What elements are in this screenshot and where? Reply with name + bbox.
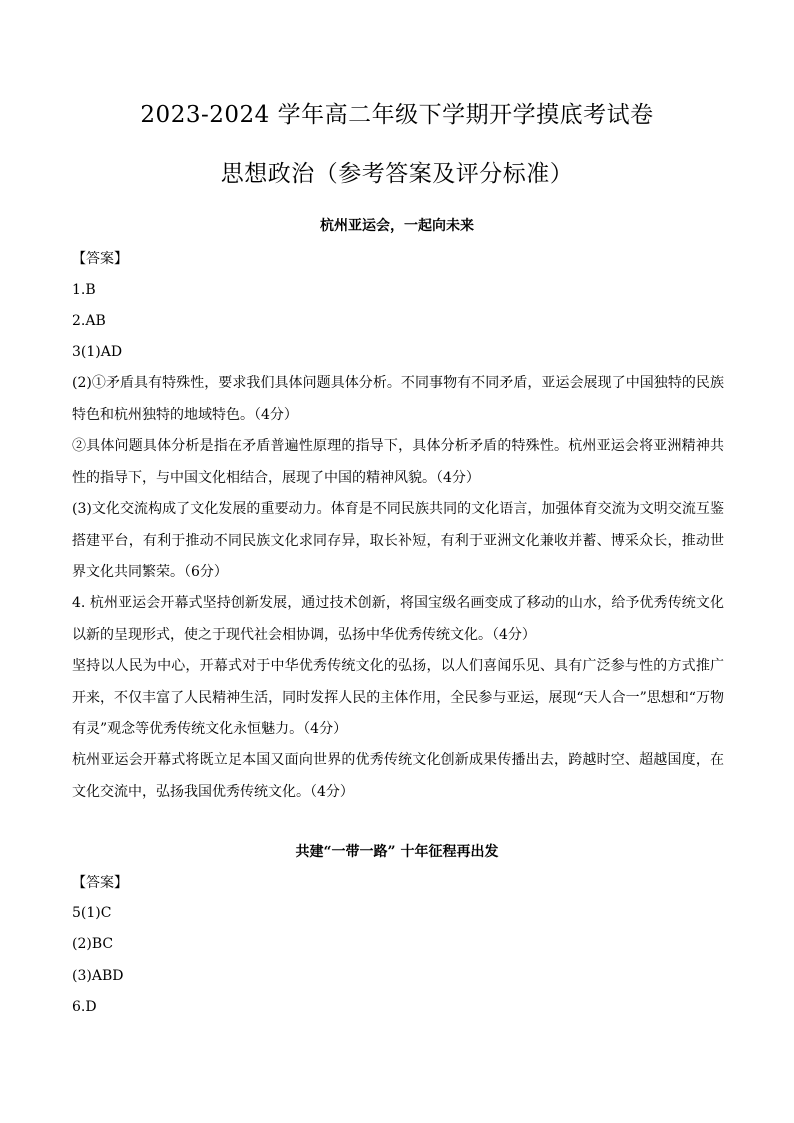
answer-q2: 2.AB bbox=[72, 313, 106, 329]
answer-q5-3: (3)ABD bbox=[72, 968, 124, 984]
section-heading-belt-road: 共建“一带一路” 十年征程再出发 bbox=[295, 844, 499, 860]
answer-q4-b: 坚持以人民为中心，开幕式对于中华优秀传统文化的弘扬，以人们喜闻乐见、具有广泛参与性的方式推广开来，不仅丰富了人民精神生活，同时发挥人民的主体作用，全民参与亚运，展现“天人合一”思想和“万物有灵”观念等优秀传统文化永恒魅力。（4分） bbox=[72, 658, 724, 737]
page-subtitle: 思想政治（参考答案及评分标准） bbox=[220, 161, 574, 187]
answer-label: 【答案】 bbox=[72, 251, 128, 267]
answer-q3-3: (3)文化交流构成了文化发展的重要动力。体育是不同民族共同的文化语言，加强体育交流为文明交流互鉴搭建平台，有利于推动不同民族文化求同存异，取长补短，有利于亚洲文化兼收并蓄、博采众长，推动世界文化共同繁荣。（6分） bbox=[72, 501, 724, 580]
answer-q5-2: (2)BC bbox=[72, 936, 114, 952]
page-title: 2023-2024 学年高二年级下学期开学摸底考试卷 bbox=[140, 102, 654, 128]
answer-q3-2: (2)①矛盾具有特殊性，要求我们具体问题具体分析。不同事物有不同矛盾，亚运会展现了中国独特的民族特色和杭州独特的地域特色。（4分） bbox=[72, 375, 724, 423]
answer-q5-1: 5(1)C bbox=[72, 905, 112, 921]
answer-q4-a: 4. 杭州亚运会开幕式坚持创新发展，通过技术创新，将国宝级名画变成了移动的山水，给予优秀传统文化以新的呈现形式，使之于现代社会相协调，弘扬中华优秀传统文化。（4分） bbox=[72, 595, 724, 643]
answer-q4-c: 杭州亚运会开幕式将既立足本国又面向世界的优秀传统文化创新成果传播出去，跨越时空、超越国度，在文化交流中，弘扬我国优秀传统文化。（4分） bbox=[72, 752, 724, 800]
section-heading-hangzhou: 杭州亚运会，一起向未来 bbox=[320, 218, 474, 234]
answer-q3-1: 3(1)AD bbox=[72, 344, 123, 360]
answer-label: 【答案】 bbox=[72, 875, 128, 891]
answer-q1: 1.B bbox=[72, 282, 96, 298]
answer-q3-2b: ②具体问题具体分析是指在矛盾普遍性原理的指导下，具体分析矛盾的特殊性。杭州亚运会将亚洲精神共性的指导下，与中国文化相结合，展现了中国的精神风貌。（4分） bbox=[72, 438, 724, 486]
answer-q6: 6.D bbox=[72, 999, 97, 1015]
